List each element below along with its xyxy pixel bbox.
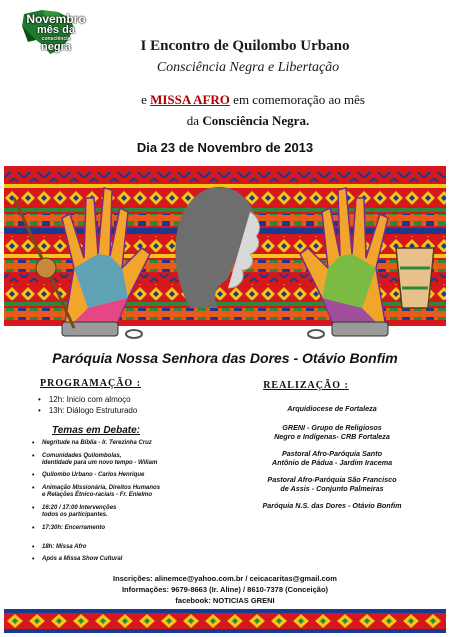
temas-line: Negritude na Bíblia - Ir. Terezinha Cruz [42,440,152,446]
temas-line: Identidade para um novo tempo - Wiliam [42,460,158,466]
temas-line: todos os participantes. [42,512,108,518]
temas-line: 17:30h: Encerramento [42,525,106,531]
temas-line: Quilombo Urbano - Carlos Henrique [42,472,145,478]
list-item: • 13h: Diálogo Estruturado [38,405,137,416]
temas-line: • Animação Missionária, Direitos Humanos [42,485,161,491]
logo-line4: negra [41,41,71,53]
realizacao-line: Negro e Indígenas- CRB Fortaleza [274,432,390,441]
contact-email-line: Inscrições: alinemce@yahoo.com.br / ceicacaritas@gmail.com [113,574,337,583]
afro-illustration [4,158,446,344]
realizacao-line: Pastoral Afro-Paróquia São Francisco [267,475,397,484]
event-title: I Encontro de Quilombo Urbano [140,38,350,54]
list-item [222,475,442,493]
realizacao-heading: REALIZAÇÃO : [263,380,349,391]
line4-pre: da [186,113,200,128]
list-item [32,556,242,563]
event-subtitle: Consciência Negra e Libertação [156,60,340,75]
line3-post: em comemoração ao mês [233,92,365,107]
list-item [222,501,442,510]
list-item [32,505,242,519]
list-item [222,423,442,441]
logo-line2: mês da [37,24,75,36]
contacts [0,573,450,606]
temas-line: Após a Missa Show Cultural [42,556,123,562]
temas-line: 18h: Missa Afro [42,544,87,550]
temas-line: • Comunidades Quilombolas, [42,453,122,459]
programacao-heading: PROGRAMAÇÃO : [40,378,142,389]
temas-line: • 16:20 / 17:00 Intervenções [42,505,117,511]
list-item [222,404,442,413]
list-item [32,525,242,532]
realizacao-line: Paróquia N.S. das Dores - Otávio Bonfim [262,501,402,510]
list-item [32,485,242,499]
list-item [222,449,442,467]
temas-heading: Temas em Debate: [52,425,140,436]
contact-phone-line: Informações: 9679-8663 (Ir. Aline) / 8610-7378 (Conceição) [121,585,329,594]
list-item [32,440,242,447]
missa-afro: MISSA AFRO [150,92,230,107]
realizacao-line: Arquidiocese de Fortaleza [287,404,377,413]
logo-line3: consciência [41,36,71,42]
realizacao-line: GRENI - Grupo de Religiosos [282,423,382,432]
list-item [32,453,242,467]
line4-bold: Consciência Negra. [202,113,310,128]
event-line4 [0,113,450,129]
parish-name: Paróquia Nossa Senhora das Dores - Otávio Bonfim [52,350,398,366]
decorative-border [4,609,446,633]
event-date: Dia 23 de Novembro de 2013 [136,140,314,155]
list-item [32,544,242,551]
realizacao-list [222,404,442,510]
programacao-list [38,394,137,416]
list-item: • 12h: Inicio com almoço [38,394,137,405]
temas-list [32,440,242,563]
line3-pre: e [141,92,147,107]
list-item [32,472,242,479]
event-line3 [0,92,450,108]
temas-line: e Relações Étnico-raciais - Fr. Enielmo [42,492,153,498]
realizacao-line: de Assis - Conjunto Palmeiras [280,484,384,493]
contact-facebook-line: facebook: NOTICIAS GRENI [175,596,275,605]
realizacao-line: Pastoral Afro-Paróquia Santo [282,449,382,458]
logo-line1: Novembro [26,12,86,26]
realizacao-line: Antônio de Pádua - Jardim Iracema [271,458,393,467]
